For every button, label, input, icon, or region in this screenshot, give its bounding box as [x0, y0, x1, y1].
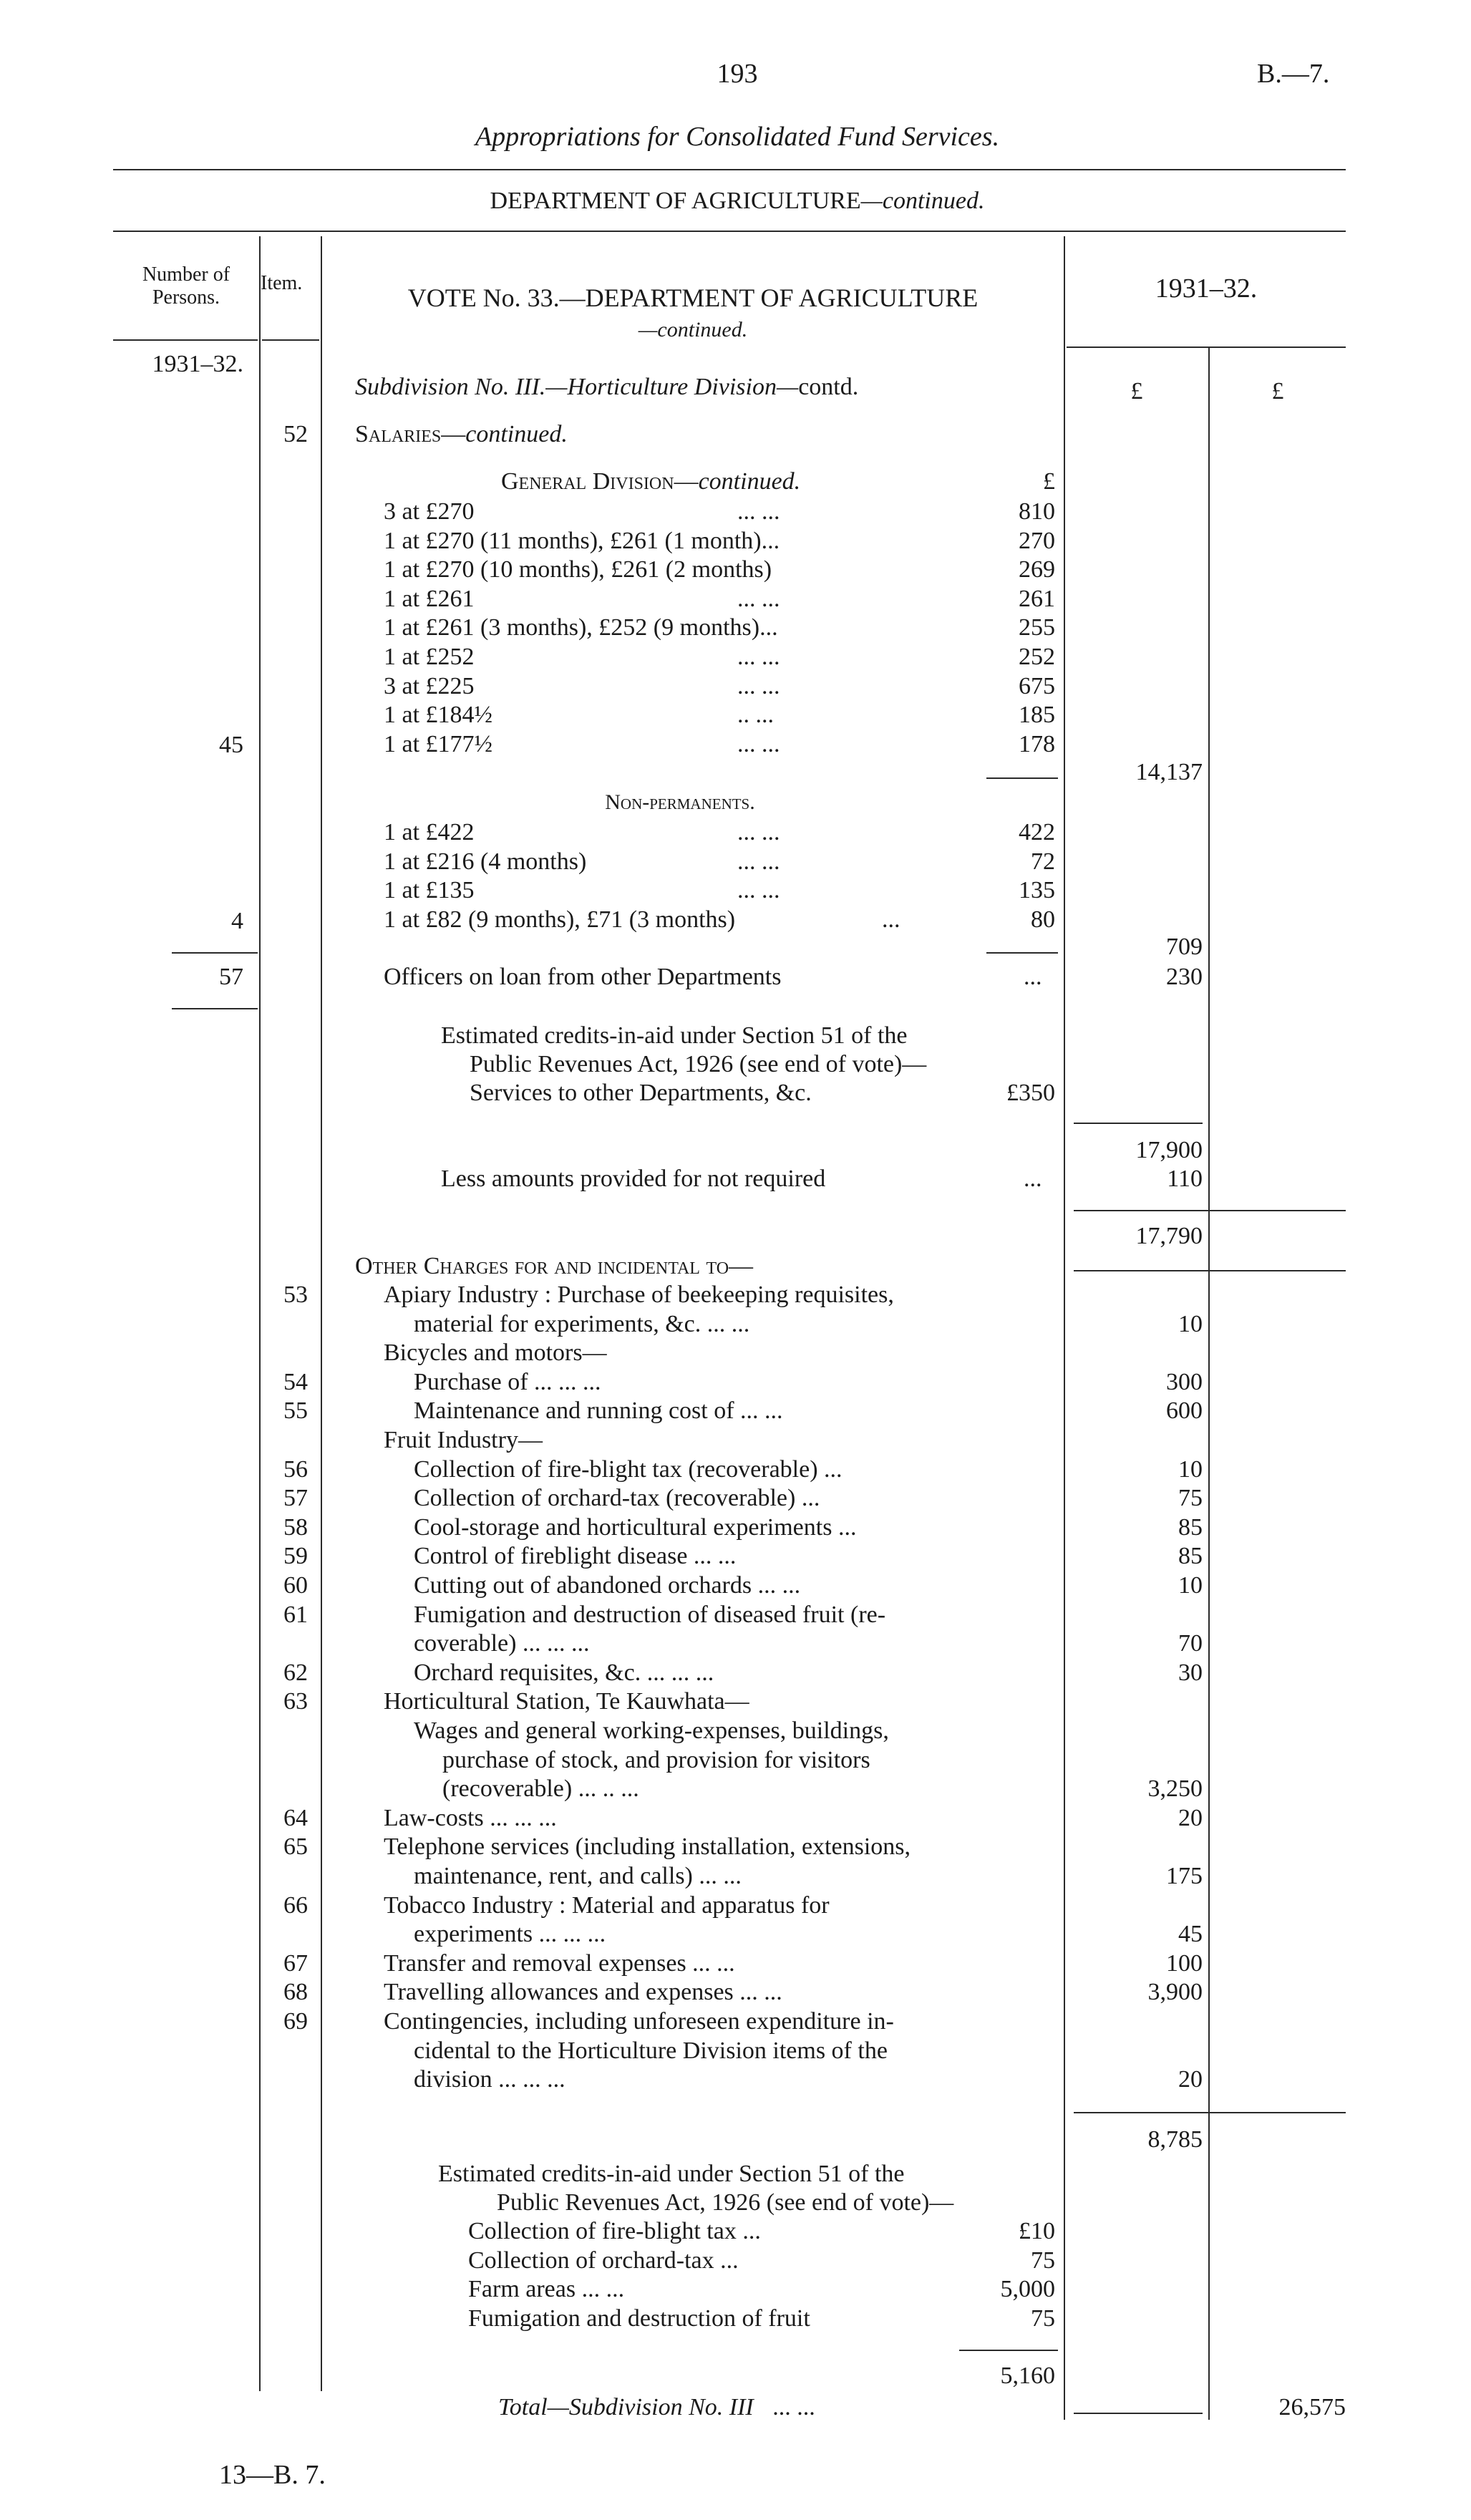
- other-item-amount: 175: [1166, 1863, 1203, 1889]
- nonperm-row-desc: 1 at £135: [384, 877, 475, 904]
- other-item-amount: 3,900: [1147, 1979, 1203, 2006]
- salary-row-amount: 185: [1019, 702, 1055, 729]
- salary-row-dots: .. ...: [737, 702, 774, 729]
- other-item-number: 54: [283, 1368, 308, 1395]
- other-credits-line2: Public Revenues Act, 1926 (see end of vote)—: [497, 2189, 954, 2216]
- credit-row-desc: Collection of fire-blight tax ...: [468, 2218, 761, 2244]
- other-item-number: 69: [283, 2008, 308, 2035]
- other-item-amount: 20: [1178, 1804, 1203, 1831]
- salary-row-amount: 269: [1019, 556, 1055, 583]
- other-total: 8,785: [1147, 2126, 1203, 2153]
- other-item-text: Purchase of ... ... ...: [414, 1368, 601, 1395]
- credits-total: 5,160: [1000, 2362, 1055, 2389]
- other-item-text: experiments ... ... ...: [414, 1921, 606, 1948]
- other-item-number: 59: [283, 1543, 308, 1570]
- credits-sum-rule: [959, 2350, 1058, 2351]
- other-item-amount: 30: [1178, 1659, 1203, 1686]
- dept-continued: —continued.: [860, 188, 985, 214]
- persons-year: 1931–32.: [152, 351, 243, 377]
- nonperm-total: 709: [1166, 934, 1203, 960]
- other-item-amount: 3,250: [1147, 1775, 1203, 1803]
- credit-row-desc: Collection of orchard-tax ...: [468, 2247, 739, 2274]
- salary-row-amount: 270: [1019, 527, 1055, 554]
- salary-row-desc: 1 at £261: [384, 585, 475, 612]
- salary-row-amount: 261: [1019, 585, 1055, 612]
- persons-header: Number of Persons.: [142, 263, 230, 309]
- salary-row-amount: 675: [1019, 672, 1055, 699]
- pound-col-1: £: [1130, 378, 1143, 404]
- other-item-text: cidental to the Horticulture Division items of the: [414, 2037, 888, 2064]
- general-division-continued: continued.: [698, 468, 801, 495]
- net-rule: [1074, 1210, 1346, 1211]
- salary-row-desc: 3 at £225: [384, 672, 475, 699]
- other-item-text: Horticultural Station, Te Kauwhata—: [384, 1688, 749, 1715]
- salary-row-desc: 1 at £261 (3 months), £252 (9 months)...: [384, 614, 778, 641]
- other-item-number: 65: [283, 1833, 308, 1861]
- other-item-amount: 70: [1178, 1630, 1203, 1657]
- other-item-text: Fruit Industry—: [384, 1427, 543, 1453]
- persons-general: 45: [219, 732, 243, 758]
- other-item-text: Bicycles and motors—: [384, 1339, 607, 1367]
- page-footer: 13—B. 7.: [219, 2460, 326, 2490]
- item-header-rule: [262, 339, 319, 341]
- other-item-text: Law-costs ... ... ...: [384, 1804, 557, 1831]
- persons-header-rule: [113, 339, 258, 341]
- other-item-number: 68: [283, 1979, 308, 2006]
- salary-row-desc: 1 at £177½: [384, 730, 493, 757]
- salary-row-dots: ... ...: [737, 730, 780, 757]
- credit-row-amount: 75: [1031, 2305, 1055, 2332]
- other-item-number: 58: [283, 1513, 308, 1541]
- general-total: 14,137: [1135, 759, 1203, 785]
- other-total-rule: [1074, 2112, 1346, 2113]
- other-item-text: division ... ... ...: [414, 2066, 565, 2093]
- total-rule: [1074, 2413, 1203, 2414]
- salaries-credits-line1: Estimated credits-in-aid under Section 51 of the: [441, 1022, 908, 1049]
- other-item-amount: 75: [1178, 1485, 1203, 1512]
- nonperm-row-dots: ...: [882, 906, 900, 933]
- other-charges-heading: Other Charges for and incidental to—: [355, 1253, 754, 1279]
- other-item-text: Control of fireblight disease ... ...: [414, 1543, 737, 1570]
- persons-total: 57: [219, 964, 243, 990]
- other-item-text: Wages and general working-expenses, buildings,: [414, 1717, 889, 1744]
- other-charges-rule: [1074, 1270, 1346, 1271]
- other-item-text: Telephone services (including installation, extensions,: [384, 1833, 911, 1861]
- salaries-subtotal: 17,900: [1135, 1137, 1203, 1163]
- general-division-heading: [501, 470, 800, 494]
- other-item-amount: 85: [1178, 1543, 1203, 1570]
- salaries-credits-line3: Services to other Departments, &c.: [470, 1080, 812, 1106]
- page-title: Appropriations for Consolidated Fund Services.: [475, 122, 1000, 152]
- subtotal-rule: [1074, 1123, 1203, 1124]
- nonperm-sum-rule: [986, 952, 1058, 954]
- other-item-number: 56: [283, 1455, 308, 1483]
- dept-rule: [113, 231, 1346, 232]
- pound-col-2: £: [1271, 378, 1284, 404]
- salary-row-amount: 252: [1019, 644, 1055, 670]
- nonperm-row-amount: 72: [1031, 848, 1055, 875]
- nonperm-row-dots: ... ...: [737, 848, 780, 875]
- salaries-credits-line2: Public Revenues Act, 1926 (see end of vote)—: [470, 1051, 927, 1077]
- persons-total-rule: [172, 1008, 258, 1009]
- page-number: 193: [717, 59, 758, 89]
- loan-dots: ...: [1024, 964, 1042, 990]
- nonperm-row-desc: 1 at £422: [384, 819, 475, 845]
- salary-row-amount: 178: [1019, 730, 1055, 757]
- item-52: 52: [283, 421, 308, 447]
- other-item-number: 66: [283, 1891, 308, 1919]
- other-item-number: 67: [283, 1949, 308, 1977]
- nonperm-row-amount: 80: [1031, 906, 1055, 933]
- other-item-amount: 10: [1178, 1455, 1203, 1483]
- other-item-text: Transfer and removal expenses ... ...: [384, 1949, 735, 1977]
- other-item-amount: 10: [1178, 1572, 1203, 1599]
- general-division-label: General Division—: [501, 468, 699, 495]
- item-header: Item.: [261, 272, 303, 294]
- other-item-number: 53: [283, 1281, 308, 1308]
- salary-row-desc: 1 at £184½: [384, 702, 493, 729]
- other-item-number: 64: [283, 1804, 308, 1831]
- salaries-continued: continued.: [465, 421, 568, 447]
- other-item-amount: 600: [1166, 1397, 1203, 1425]
- salary-row-desc: 3 at £270: [384, 498, 475, 525]
- salaries-net-total: 17,790: [1135, 1223, 1203, 1249]
- other-item-text: (recoverable) ... .. ...: [442, 1775, 639, 1803]
- other-item-text: Tobacco Industry : Material and apparatus for: [384, 1891, 830, 1919]
- salary-row-amount: 810: [1019, 498, 1055, 525]
- other-credits-line1: Estimated credits-in-aid under Section 51 of the: [438, 2161, 905, 2187]
- general-pound-sign: £: [1043, 468, 1055, 495]
- other-item-number: 62: [283, 1659, 308, 1686]
- persons-item-divider: [259, 236, 261, 2391]
- other-item-text: purchase of stock, and provision for visitors: [442, 1746, 870, 1773]
- nonperm-row-desc: 1 at £82 (9 months), £71 (3 months): [384, 906, 736, 933]
- other-item-text: maintenance, rent, and calls) ... ...: [414, 1863, 742, 1889]
- subdivision-heading: [355, 375, 858, 399]
- other-item-amount: 100: [1166, 1949, 1203, 1977]
- amount-inner-divider: [1208, 346, 1210, 2420]
- salary-row-dots: ... ...: [737, 644, 780, 670]
- other-item-text: Contingencies, including unforeseen expenditure in-: [384, 2008, 894, 2035]
- salary-row-desc: 1 at £270 (11 months), £261 (1 month)...: [384, 527, 780, 554]
- salaries-credits-amount: £350: [1006, 1080, 1055, 1106]
- salary-row-amount: 255: [1019, 614, 1055, 641]
- desc-amount-divider: [1064, 236, 1065, 2420]
- other-item-number: 63: [283, 1688, 308, 1715]
- other-item-text: coverable) ... ... ...: [414, 1630, 590, 1657]
- credit-row-amount: 5,000: [1000, 2276, 1055, 2303]
- other-item-number: 55: [283, 1397, 308, 1425]
- credit-row-desc: Farm areas ... ...: [468, 2276, 625, 2303]
- dept-name: DEPARTMENT OF AGRICULTURE: [490, 188, 861, 214]
- other-item-number: 57: [283, 1485, 308, 1512]
- other-item-number: 60: [283, 1572, 308, 1599]
- credit-row-amount: £10: [1019, 2218, 1055, 2244]
- total-label: Total—Subdivision No. III: [498, 2394, 754, 2420]
- grand-total: 26,575: [1278, 2394, 1346, 2420]
- persons-sum-rule: [172, 952, 258, 954]
- salary-row-desc: 1 at £270 (10 months), £261 (2 months): [384, 556, 772, 583]
- less-dots: ...: [1024, 1166, 1042, 1192]
- less-label: Less amounts provided for not required: [441, 1166, 826, 1192]
- other-item-amount: 20: [1178, 2066, 1203, 2093]
- other-item-text: Apiary Industry : Purchase of beekeeping requisites,: [384, 1281, 894, 1308]
- loan-label: Officers on loan from other Departments: [384, 964, 782, 990]
- other-item-text: Cutting out of abandoned orchards ... ...: [414, 1572, 801, 1599]
- general-sum-rule: [986, 777, 1058, 779]
- nonperm-row-desc: 1 at £216 (4 months): [384, 848, 587, 875]
- salary-row-dots: ... ...: [737, 672, 780, 699]
- nonperm-row-amount: 422: [1019, 819, 1055, 845]
- dept-heading: [215, 189, 1260, 213]
- item-desc-divider: [321, 236, 322, 2391]
- other-item-amount: 85: [1178, 1513, 1203, 1541]
- loan-amount: 230: [1166, 964, 1203, 990]
- year-header: 1931–32.: [1155, 273, 1258, 304]
- title-rule: [113, 169, 1346, 170]
- other-item-text: material for experiments, &c. ... ...: [414, 1310, 750, 1337]
- credit-row-desc: Fumigation and destruction of fruit: [468, 2305, 810, 2332]
- other-item-text: Maintenance and running cost of ... ...: [414, 1397, 783, 1425]
- nonperm-row-dots: ... ...: [737, 819, 780, 845]
- salary-row-dots: ... ...: [737, 585, 780, 612]
- other-item-amount: 300: [1166, 1368, 1203, 1395]
- salary-row-dots: ... ...: [737, 498, 780, 525]
- credit-row-amount: 75: [1031, 2247, 1055, 2274]
- subdivision-label: Subdivision No. III.—Horticulture Division—: [355, 374, 799, 400]
- nonperm-row-amount: 135: [1019, 877, 1055, 904]
- salaries-label: Salaries—: [355, 421, 466, 447]
- total-row: [498, 2395, 815, 2420]
- other-item-text: Collection of fire-blight tax (recoverable) ...: [414, 1455, 843, 1483]
- other-item-number: 61: [283, 1601, 308, 1628]
- other-item-text: Orchard requisites, &c. ... ... ...: [414, 1659, 714, 1686]
- persons-nonperm: 4: [231, 908, 243, 934]
- nonperm-row-dots: ... ...: [737, 877, 780, 904]
- other-item-text: Travelling allowances and expenses ... ...: [384, 1979, 782, 2006]
- salary-row-desc: 1 at £252: [384, 644, 475, 670]
- salaries-heading: [355, 422, 568, 447]
- less-amount: 110: [1167, 1166, 1203, 1192]
- other-item-amount: 45: [1178, 1921, 1203, 1948]
- subdivision-contd: contd.: [798, 374, 859, 400]
- vote-continued: —continued.: [638, 318, 748, 341]
- other-item-text: Fumigation and destruction of diseased fruit (re-: [414, 1601, 886, 1628]
- other-item-amount: 10: [1178, 1310, 1203, 1337]
- nonperm-heading: Non-permanents.: [605, 790, 755, 814]
- other-item-text: Cool-storage and horticultural experiments ...: [414, 1513, 857, 1541]
- year-header-rule: [1067, 346, 1346, 348]
- vote-title: VOTE No. 33.—DEPARTMENT OF AGRICULTURE: [407, 284, 979, 312]
- page-ref: B.—7.: [1257, 59, 1330, 89]
- other-item-text: Collection of orchard-tax (recoverable) ...: [414, 1485, 820, 1512]
- total-dots: ... ...: [772, 2394, 815, 2420]
